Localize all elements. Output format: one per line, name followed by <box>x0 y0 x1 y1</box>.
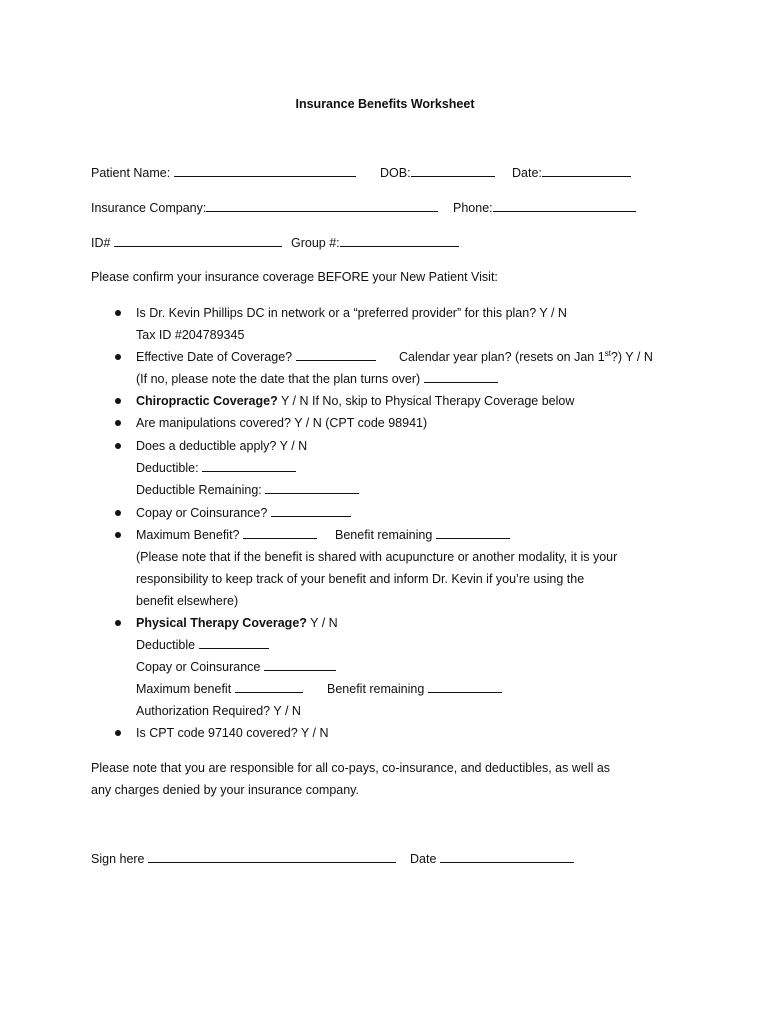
deductible-remaining-label: Deductible Remaining: <box>136 483 262 497</box>
id-input[interactable] <box>114 235 282 247</box>
benefit-note-line-2: responsibility to keep track of your benefit and inform Dr. Kevin if you’re using the <box>136 572 585 586</box>
item-pt-authorization: Authorization Required? Y / N <box>136 704 301 718</box>
chiropractic-text: Y / N If No, skip to Physical Therapy Coverage below <box>277 394 575 408</box>
item-manipulations: Are manipulations covered? Y / N (CPT code 98941) <box>136 416 428 430</box>
calendar-year-text: Calendar year plan? (resets on Jan 1 <box>399 350 605 364</box>
pt-max-benefit-label: Maximum benefit <box>136 682 232 696</box>
bullet-dot <box>115 310 121 316</box>
bullet-dot <box>115 398 121 404</box>
group-label: Group #: <box>291 236 340 250</box>
patient-name-field <box>91 165 356 181</box>
pt-deductible-input[interactable] <box>199 637 269 649</box>
copay-input[interactable] <box>271 505 351 517</box>
plan-turns-over-input[interactable] <box>424 371 498 383</box>
bullet-dot <box>115 730 121 736</box>
signature-date-label: Date <box>410 852 437 866</box>
item-effective-date <box>136 349 376 365</box>
item-chiropractic <box>136 393 574 409</box>
plan-turns-over-label: (If no, please note the date that the plan turns over) <box>136 372 421 386</box>
phone-input[interactable] <box>493 200 636 212</box>
item-benefit-remaining <box>335 527 510 543</box>
date-input[interactable] <box>542 165 631 177</box>
effective-date-label: Effective Date of Coverage? <box>136 350 293 364</box>
item-pt-benefit-remaining <box>327 681 502 697</box>
signature-date-field <box>410 851 574 867</box>
insurance-company-field <box>91 200 438 216</box>
item-pt-copay <box>136 659 336 675</box>
item-physical-therapy <box>136 615 338 631</box>
item-cpt-97140: Is CPT code 97140 covered? Y / N <box>136 726 329 740</box>
item-plan-turns-over <box>136 371 498 387</box>
date-field <box>512 165 631 181</box>
calendar-year-yn: ?) Y / N <box>610 350 653 364</box>
dob-field <box>380 165 495 181</box>
pt-benefit-remaining-input[interactable] <box>428 681 502 693</box>
sign-here-label: Sign here <box>91 852 145 866</box>
pt-max-benefit-input[interactable] <box>235 681 303 693</box>
footer-note-line-1: Please note that you are responsible for all co-pays, co-insurance, and deductibles, as well as <box>91 761 611 775</box>
patient-name-input[interactable] <box>174 165 356 177</box>
copay-label: Copay or Coinsurance? <box>136 506 268 520</box>
max-benefit-input[interactable] <box>243 527 317 539</box>
item-tax-id: Tax ID #204789345 <box>136 328 245 342</box>
effective-date-input[interactable] <box>296 349 376 361</box>
item-network: Is Dr. Kevin Phillips DC in network or a “preferred provider” for this plan? Y / N <box>136 306 567 320</box>
chiropractic-label: Chiropractic Coverage? <box>136 394 278 408</box>
bullet-dot <box>115 620 121 626</box>
dob-input[interactable] <box>411 165 495 177</box>
insurance-company-label: Insurance Company: <box>91 201 207 215</box>
pt-deductible-label: Deductible <box>136 638 196 652</box>
bullet-dot <box>115 532 121 538</box>
footer-note-line-2: any charges denied by your insurance company. <box>91 783 359 797</box>
item-pt-deductible <box>136 637 269 653</box>
phone-field <box>453 200 636 216</box>
item-deductible-apply: Does a deductible apply? Y / N <box>136 439 308 453</box>
benefit-note-line-1: (Please note that if the benefit is shared with acupuncture or another modality, it is your <box>136 550 618 564</box>
max-benefit-label: Maximum Benefit? <box>136 528 240 542</box>
phone-label: Phone: <box>453 201 493 215</box>
physical-therapy-label: Physical Therapy Coverage? <box>136 616 307 630</box>
physical-therapy-text: Y / N <box>306 616 338 630</box>
signature-input[interactable] <box>148 851 396 863</box>
deductible-label: Deductible: <box>136 461 199 475</box>
page-title: Insurance Benefits Worksheet <box>295 97 475 111</box>
id-label: ID# <box>91 236 111 250</box>
signature-date-input[interactable] <box>440 851 574 863</box>
item-pt-max-benefit <box>136 681 303 697</box>
dob-label: DOB: <box>380 166 411 180</box>
pt-copay-label: Copay or Coinsurance <box>136 660 261 674</box>
benefit-remaining-input[interactable] <box>436 527 510 539</box>
date-label: Date: <box>512 166 542 180</box>
item-max-benefit <box>136 527 317 543</box>
item-calendar-year <box>399 349 653 365</box>
deductible-remaining-input[interactable] <box>265 482 359 494</box>
pt-benefit-remaining-label: Benefit remaining <box>327 682 425 696</box>
group-input[interactable] <box>340 235 459 247</box>
group-field <box>291 235 459 251</box>
calendar-year-superscript: st <box>604 348 611 358</box>
benefit-remaining-label: Benefit remaining <box>335 528 433 542</box>
item-copay <box>136 505 351 521</box>
bullet-dot <box>115 443 121 449</box>
insurance-company-input[interactable] <box>206 200 438 212</box>
item-deductible-remaining <box>136 482 359 498</box>
intro-text: Please confirm your insurance coverage BEFORE your New Patient Visit: <box>91 270 498 284</box>
benefit-note-line-3: benefit elsewhere) <box>136 594 239 608</box>
bullet-dot <box>115 354 121 360</box>
item-deductible <box>136 460 296 476</box>
patient-name-label: Patient Name: <box>91 166 171 180</box>
signature-field <box>91 851 396 867</box>
bullet-dot <box>115 420 121 426</box>
bullet-dot <box>115 510 121 516</box>
id-field <box>91 235 282 251</box>
pt-copay-input[interactable] <box>264 659 336 671</box>
deductible-input[interactable] <box>202 460 296 472</box>
